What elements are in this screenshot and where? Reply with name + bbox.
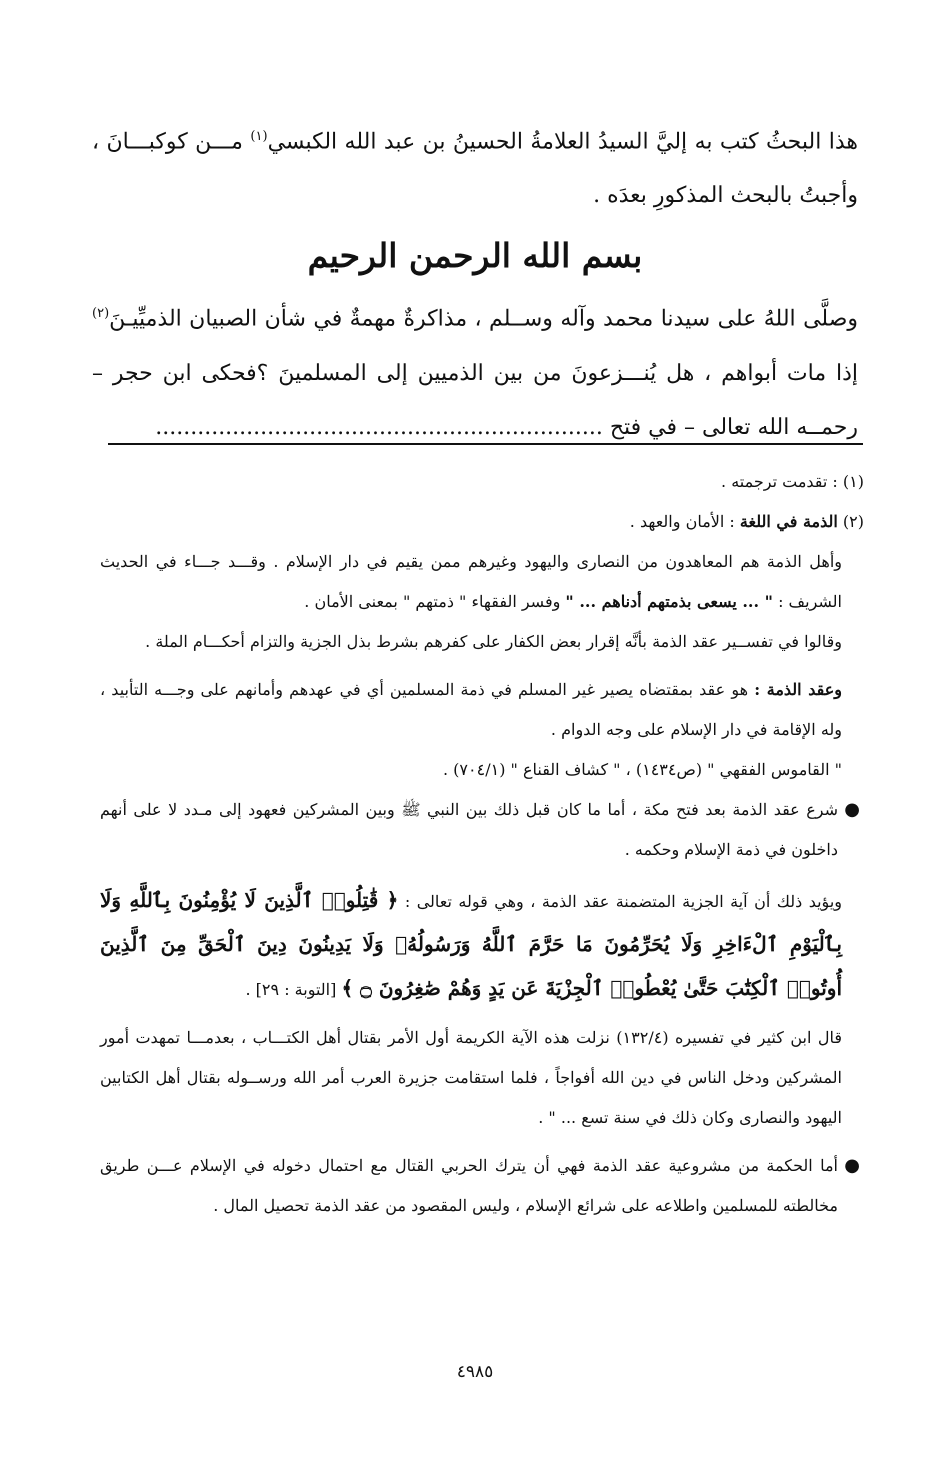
- footnote-2: [100, 502, 864, 542]
- footnote-references: " القاموس الفقهي " (ص١٤٣٤) ، " كشاف القناع " (٧٠٤/١) .: [443, 760, 842, 779]
- footnote-2-definition: : الأمان والعهد .: [629, 512, 735, 531]
- verse-intro-text: ويؤيد ذلك أن آية الجزية المتضمنة عقد الذمة ، وهي قوله تعالى :: [404, 892, 842, 911]
- bullet-item: [100, 1146, 864, 1226]
- body-paragraph: [92, 287, 858, 454]
- hadith-quote: " ... يسعى بذمتهم أدناهم ... ": [565, 592, 773, 611]
- bullet-item: [100, 790, 864, 870]
- intro-text: هذا البحثُ كتب به إليَّ السيدُ العلامةُ الحسينُ بن عبد الله الكبسي: [267, 129, 859, 155]
- contract-text: هو عقد بمقتضاه يصير غير المسلم في ذمة المسلمين أي في عهدهم وأمانهم على وجـــه التأبيد ، وله الإقامة في دار الإسلام على وجه الدوام .: [100, 680, 842, 739]
- footnote-separator: [108, 443, 863, 445]
- ellipsis-dots: ................................................................: [155, 414, 603, 440]
- footnote-paragraph-verse-intro: [100, 878, 864, 1010]
- footnote-paragraph-definition: وقالوا في تفســير عقد الذمة بأنَّه إقرار بعض الكفار على كفرهم بشرط بذل الجزية والتزام أحكـــام الملة .: [145, 632, 842, 651]
- footnote-2-term: الذمة في اللغة: [739, 512, 838, 531]
- body-text: وصلَّى اللهُ على سيدنا محمد وآله وســلم ، مذاكرةٌ مهمةٌ في شأن الصبيان الذميِّيـنَ: [109, 306, 858, 332]
- dhimma-text: وأهل الذمة هم المعاهدون من النصارى واليهود وغيرهم ممن يقيم في دار الإسلام . وقـــد جـــاء في الحديث الشريف :: [100, 552, 842, 611]
- bullet-icon: ●: [844, 1155, 860, 1176]
- footnote-2-number: (٢): [842, 512, 864, 531]
- contract-term: وعقد الذمة :: [754, 680, 843, 699]
- bullet-icon: ●: [844, 799, 860, 820]
- footnote-paragraph-tafsir: قال ابن كثير في تفسيره (١٣٢/٤) نزلت هذه الآية الكريمة أول الأمر بقتال أهل الكتـــاب ، بعدمـــا تمهدت أمور المشركين ودخل الناس في دين الله أفواجاً ، فلما استقامت جزيرة العرب أمر الله ورســوله بقتال أهل الكتابين اليهود والنصارى وكان ذلك في سنة تسع ... " .: [100, 1028, 843, 1127]
- footnote-ref-2: (٢): [92, 306, 110, 322]
- footnote-ref-1: (١): [250, 129, 268, 144]
- page-number: ٤٩٨٥: [456, 1362, 494, 1382]
- body-text-continued: إذا مات أبواهم ، هل يُنـــزعونَ من بين الذميين إلى المسلمينَ ؟فحكى ابن حجر – رحمــه الله تعالى – في فتح: [92, 360, 858, 440]
- intro-paragraph: [92, 110, 858, 223]
- footnote-1: (١) : تقدمت ترجمته .: [721, 472, 864, 491]
- bullet-text: أما الحكمة من مشروعية عقد الذمة فهي أن يترك الحربي القتال مع احتمال دخوله في الإسلام عـــن طريق مخالطته للمسلمين واطلاعه على شرائع الإسلام ، وليس المقصود من عقد الذمة تحصيل المال .: [100, 1156, 838, 1215]
- dhimma-text-end: وفسر الفقهاء " ذمتهم " بمعنى الأمان .: [304, 592, 561, 611]
- main-text: [92, 110, 858, 455]
- footnotes: [100, 462, 864, 1226]
- footnote-paragraph-dhimma: [100, 542, 864, 622]
- footnote-paragraph-contract: [100, 670, 864, 750]
- verse-reference: [التوبة : ٢٩] .: [245, 980, 337, 999]
- bullet-text: شرع عقد الذمة بعد فتح مكة ، أما ما كان قبل ذلك بين النبي ﷺ وبين المشركين فعهود إلى مـدد لا على أنهم داخلون في ذمة الإسلام وحكمه .: [100, 800, 839, 859]
- basmala-heading: بسم الله الرحمن الرحيم: [307, 236, 643, 276]
- quran-verse: ﴿ قَٰتِلُوا۟ ٱلَّذِينَ لَا يُؤْمِنُونَ بِٱللَّهِ وَلَا بِٱلْيَوْمِ ٱلْءَاخِرِ وَلَا يُحَرِّمُونَ مَا حَرَّمَ ٱللَّهُ وَرَسُولُهُۥ وَلَا يَدِينُونَ دِينَ ٱلْحَقِّ مِنَ ٱلَّذِينَ أُوتُوا۟ ٱلْكِتَٰبَ حَتَّىٰ يُعْطُوا۟ ٱلْجِزْيَةَ عَن يَدٍ وَهُمْ صَٰغِرُونَ ۝ ﴾: [100, 888, 843, 1000]
- intro-text-continued: مـــن كوكبـــانَ ، وأجبتُ بالبحث المذكورِ بعدَه .: [92, 129, 858, 209]
